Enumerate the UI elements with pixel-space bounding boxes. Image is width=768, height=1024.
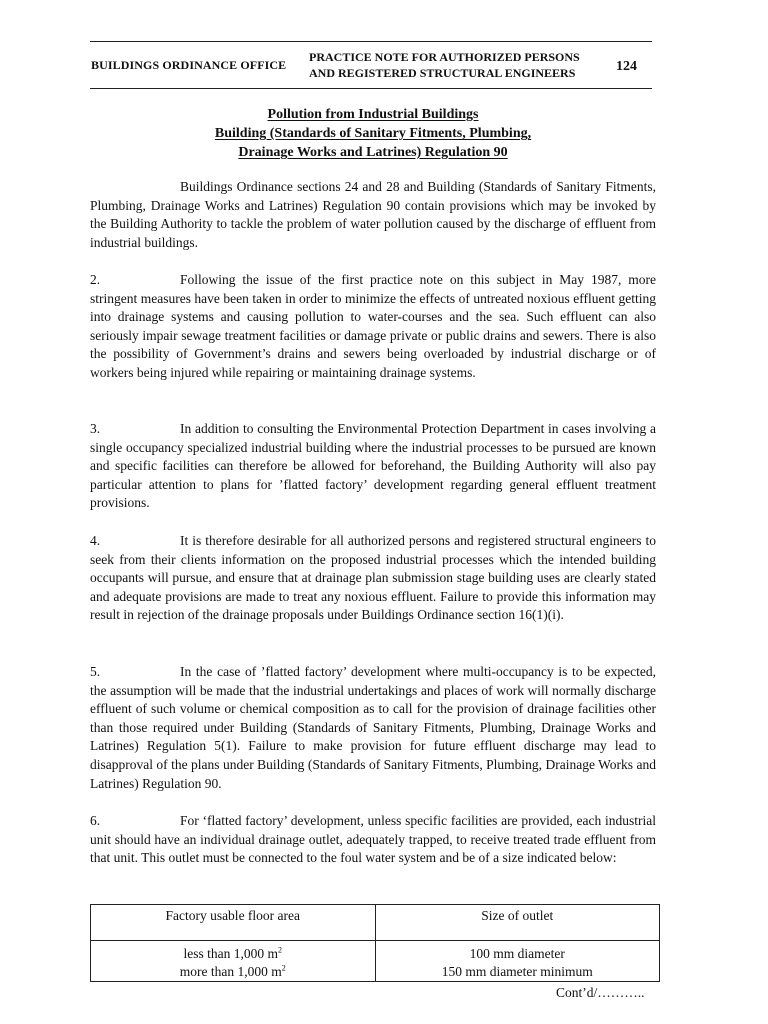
paragraph-4 xyxy=(90,532,656,625)
header-note-line1: PRACTICE NOTE FOR AUTHORIZED PERSONS xyxy=(309,50,580,64)
paragraph-3-number: 3. xyxy=(90,421,101,436)
header-office: BUILDINGS ORDINANCE OFFICE xyxy=(91,58,287,72)
size-row-2: 150 mm diameter minimum xyxy=(441,964,593,979)
paragraph-5 xyxy=(90,663,656,793)
paragraph-4-number: 4. xyxy=(90,533,101,548)
paragraph-1-text: Buildings Ordinance sections 24 and 28 and Building (Standards of Sanitary Fitments, Plumbing, Drainage Works and Latrines) Regulation 90 contain provisions which may be invoked by the Building Authority to tackle the problem of water pollution caused by the discharge of effluent from industrial buildings. xyxy=(90,179,656,250)
paragraph-4-text: It is therefore desirable for all authorized persons and registered structural engineers to seek from their clients information on the proposed industrial processes which the intended building occupants will pursue, and ensure that at drainage plan submission stage building uses are clearly stated and adequate provisions are made to treat any noxious effluent. Failure to provide this information may result in rejection of the drainage proposals under Buildings Ordinance section 16(1)(i). xyxy=(90,533,656,623)
header-bottom-rule xyxy=(90,88,652,89)
title-line3: Drainage Works and Latrines) Regulation 90 xyxy=(238,145,508,160)
header-practice-note xyxy=(309,49,580,81)
paragraph-2 xyxy=(90,271,656,383)
paragraph-6-text: For ‘flatted factory’ development, unless specific facilities are provided, each industrial unit should have an individual drainage outlet, adequately trapped, to receive treated trade effluent from that unit. This outlet must be connected to the foul water system and be of a size indicated below: xyxy=(90,813,656,866)
title-line1: Pollution from Industrial Buildings xyxy=(267,107,479,122)
paragraph-2-text: Following the issue of the first practice note on this subject in May 1987, more stringent measures have been taken in order to minimize the effects of untreated noxious effluent getting into drainage systems and causing pollution to water-courses and the sea. Such effluent can also seriously impair sewage treatment facilities or damage private or public drains and sewers. There is also the possibility of Government’s drains and sewers being overloaded by industrial discharge or of workers being injured while repairing or maintaining drainage systems. xyxy=(90,272,656,380)
area-row-2: more than 1,000 $m^2$ xyxy=(179,963,286,979)
paragraph-2-number: 2. xyxy=(90,272,101,287)
paragraph-6-number: 6. xyxy=(90,813,101,828)
document-title xyxy=(90,105,656,162)
table-header-row xyxy=(91,905,660,941)
paragraph-5-text: In the case of ’flatted factory’ development where multi-occupancy is to be expected, the assumption will be made that the industrial undertakings and places of work will normally discharge effluent of such volume or chemical composition as to call for the provision of drainage facilities other than those required under Building (Standards of Sanitary Fitments, Plumbing, Drainage Works and Latrines) Regulation 5(1). Failure to make provision for future effluent discharge may lead to disapproval of the plans under Building (Standards of Sanitary Fitments, Plumbing, Drainage Works and Latrines) Regulation 90. xyxy=(90,664,656,791)
continued-marker: Cont’d/……….. xyxy=(556,985,645,1000)
outlet-size-table xyxy=(90,904,660,982)
header-top-rule xyxy=(90,41,652,42)
paragraph-5-number: 5. xyxy=(90,664,101,679)
table-header-cell: Size of outlet xyxy=(375,905,660,941)
table-cell-area xyxy=(91,941,376,982)
area-row-1: less than 1,000 $m^2$ xyxy=(183,945,282,961)
paragraph-3-text: In addition to consulting the Environmental Protection Department in cases involving a single occupancy specialized industrial building where the industrial processes to be pursued are known and specific facilities can therefore be allowed for beforehand, the Building Authority will also pay particular attention to plans for ’flatted factory’ development regarding general effluent treatment provisions. xyxy=(90,421,656,511)
paragraph-3 xyxy=(90,420,656,513)
title-line2: Building (Standards of Sanitary Fitments, Plumbing, xyxy=(214,126,532,141)
header-note-line2: AND REGISTERED STRUCTURAL ENGINEERS xyxy=(309,66,576,80)
size-row-1: 100 mm diameter xyxy=(469,946,565,961)
table-row xyxy=(91,941,660,982)
table-cell-size xyxy=(375,941,660,982)
table-header-cell: Factory usable floor area xyxy=(91,905,376,941)
paragraph-6 xyxy=(90,812,656,868)
practice-note-number: 124 xyxy=(616,59,637,74)
paragraph-1 xyxy=(90,178,656,252)
